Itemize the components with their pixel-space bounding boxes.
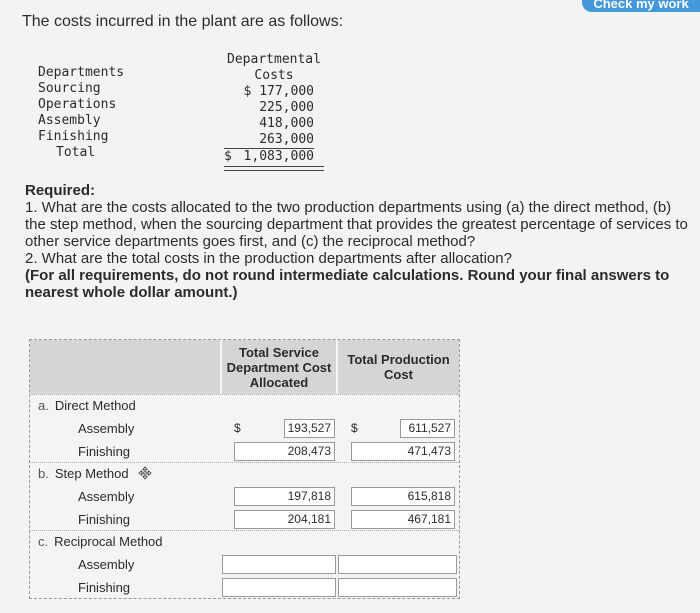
check-my-work-button[interactable]: Check my work bbox=[582, 0, 700, 12]
production-cost-input[interactable] bbox=[338, 555, 457, 574]
row-divider bbox=[30, 530, 459, 531]
requirement-1: 1. What are the costs allocated to the two production departments using (a) the direct method, (b) the step method, when the sourcing department that provides the greatest percentage of services to other service departments goes first, and (c) the reciprocal method? bbox=[25, 199, 688, 250]
header-service-cost-allocated: Total Service Department Cost Allocated bbox=[222, 340, 336, 394]
allocated-cost-input[interactable] bbox=[222, 578, 336, 597]
department-operations: Operations bbox=[38, 97, 117, 112]
currency-symbol: $ bbox=[351, 421, 358, 435]
table-row bbox=[30, 485, 459, 507]
departments-header: Departments bbox=[38, 65, 125, 80]
move-cursor-icon bbox=[138, 466, 152, 483]
table-row bbox=[30, 417, 459, 439]
intro-text: The costs incurred in the plant are as follows: bbox=[22, 13, 344, 30]
row-label: Assembly bbox=[78, 489, 135, 504]
cost-finishing: 263,000 bbox=[224, 132, 314, 149]
row-label: Assembly bbox=[78, 421, 135, 436]
department-finishing: Finishing bbox=[38, 129, 109, 144]
row-label: Assembly bbox=[78, 557, 135, 572]
cost-total-value: 1,083,000 bbox=[243, 149, 314, 164]
row-label: Finishing bbox=[78, 444, 131, 459]
section-row-reciprocal-method bbox=[30, 530, 459, 552]
costs-header-line1: Departmental bbox=[227, 52, 321, 67]
production-cost-input[interactable]: 611,527 bbox=[400, 419, 455, 438]
production-cost-input[interactable]: 471,473 bbox=[351, 442, 455, 461]
required-title: Required: bbox=[25, 182, 96, 199]
costs-column bbox=[224, 52, 324, 165]
cost-total bbox=[224, 149, 314, 165]
section-label: b. Step Method bbox=[38, 466, 152, 483]
cost-sourcing: $ 177,000 bbox=[243, 84, 314, 99]
costs-header-line2: Costs bbox=[254, 68, 294, 83]
answer-table bbox=[29, 339, 460, 599]
production-cost-input[interactable] bbox=[338, 578, 457, 597]
row-divider bbox=[30, 394, 459, 395]
row-divider bbox=[30, 462, 459, 463]
row-label: Finishing bbox=[78, 512, 131, 527]
table-row bbox=[30, 508, 459, 530]
requirement-2: 2. What are the total costs in the production departments after allocation? bbox=[25, 250, 512, 267]
cost-total-currency: $ bbox=[224, 149, 232, 164]
table-row bbox=[30, 576, 459, 598]
cost-assembly: 418,000 bbox=[259, 116, 314, 131]
production-cost-input[interactable]: 467,181 bbox=[351, 510, 455, 529]
header-total-production-cost: Total Production Cost bbox=[338, 340, 459, 394]
section-label: a. Direct Method bbox=[38, 398, 136, 413]
section-row-step-method bbox=[30, 462, 459, 484]
section-row-direct-method bbox=[30, 394, 459, 416]
table-row bbox=[30, 553, 459, 575]
department-total: Total bbox=[56, 145, 96, 160]
row-label: Finishing bbox=[78, 580, 131, 595]
production-cost-input[interactable]: 615,818 bbox=[351, 487, 455, 506]
required-section bbox=[25, 182, 695, 301]
department-assembly: Assembly bbox=[38, 113, 101, 128]
double-underline bbox=[224, 166, 324, 171]
currency-symbol: $ bbox=[234, 421, 241, 435]
allocated-cost-input[interactable]: 204,181 bbox=[234, 510, 335, 529]
allocated-cost-input[interactable]: 193,527 bbox=[284, 419, 335, 438]
allocated-cost-input[interactable]: 197,818 bbox=[234, 487, 335, 506]
departments-list bbox=[38, 81, 116, 161]
rounding-note: (For all requirements, do not round intermediate calculations. Round your final answers to nearest whole dollar amount.) bbox=[25, 267, 670, 301]
cost-operations: 225,000 bbox=[259, 100, 314, 115]
section-label: c. Reciprocal Method bbox=[38, 534, 163, 549]
table-row bbox=[30, 440, 459, 462]
header-blank-cell bbox=[30, 340, 220, 394]
allocated-cost-input[interactable]: 208,473 bbox=[234, 442, 335, 461]
allocated-cost-input[interactable] bbox=[222, 555, 336, 574]
department-sourcing: Sourcing bbox=[38, 81, 101, 96]
